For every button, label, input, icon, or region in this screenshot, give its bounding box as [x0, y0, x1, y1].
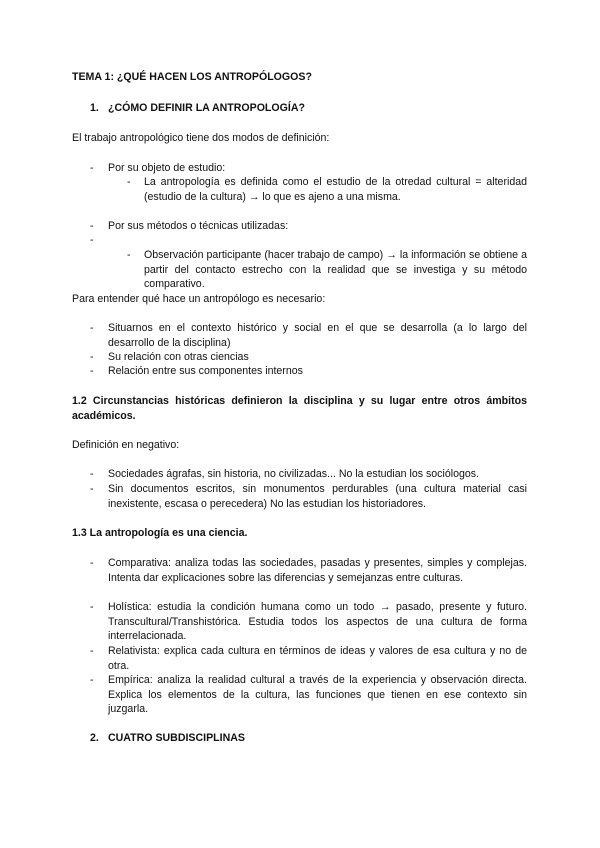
list-item-object: Por su objeto de estudio:	[108, 162, 226, 174]
list-item: Sin documentos escritos, sin monumentos perdurables (una cultura material casi inexistente, escasa o perecedera) No las estudian los historiadores.	[108, 483, 527, 510]
section-2-heading-text: CUATRO SUBDISCIPLINAS	[108, 732, 245, 744]
bullet-dash: -	[90, 674, 94, 686]
bullet-dash: -	[90, 483, 94, 495]
list-subitem-object: La antropología es definida como el estudio de la otredad cultural = alteridad (estudio de la cultura) → lo que es ajeno a una misma.	[144, 176, 527, 203]
list-item: Situarnos en el contexto histórico y social en el que se desarrolla (a lo largo del desarrollo de la disciplina)	[108, 322, 527, 349]
list-item-methods: Por sus métodos o técnicas utilizadas:	[108, 220, 289, 232]
understand-intro: Para entender qué hace un antropólogo es necesario:	[72, 293, 326, 305]
section-2-number: 2.	[90, 732, 99, 744]
bullet-dash: -	[90, 365, 94, 377]
bullet-dash: -	[90, 557, 94, 569]
section-1-2-heading: 1.2 Circunstancias históricas definieron la disciplina y su lugar entre otros ámbitos académicos.	[72, 395, 527, 422]
document-title: TEMA 1: ¿QUÉ HACEN LOS ANTROPÓLOGOS?	[72, 71, 312, 83]
list-item: Relativista: explica cada cultura en términos de ideas y valores de esa cultura y no de otra.	[108, 645, 527, 672]
list-item: Relación entre sus componentes internos	[108, 365, 303, 377]
bullet-dash: -	[90, 234, 94, 246]
bullet-dash: -	[90, 322, 94, 334]
list-item: Holística: estudia la condición humana como un todo → pasado, presente y futuro. Transcultural/Transhistórica. Estudia todos los aspectos de una cultura de forma interrelacionada.	[108, 601, 527, 642]
list-item: Sociedades ágrafas, sin historia, no civilizadas... No la estudian los sociólogos.	[108, 468, 479, 480]
bullet-dash: -	[90, 162, 94, 174]
list-subitem-methods: Observación participante (hacer trabajo de campo) → la información se obtiene a partir del contacto estrecho con la realidad que se investiga y su método comparativo.	[144, 249, 527, 290]
bullet-dash: -	[90, 351, 94, 363]
section-1-number: 1.	[90, 102, 99, 114]
bullet-dash: -	[90, 468, 94, 480]
section-1-3-heading: 1.3 La antropología es una ciencia.	[72, 527, 248, 539]
bullet-dash: -	[90, 601, 94, 613]
bullet-dash: -	[90, 220, 94, 232]
bullet-dash: -	[90, 645, 94, 657]
list-item: Su relación con otras ciencias	[108, 351, 249, 363]
list-item: Comparativa: analiza todas las sociedades, pasadas y presentes, simples y complejas. Intenta dar explicaciones sobre las diferencias y semejanzas entre culturas.	[108, 557, 527, 584]
section-1-heading	[90, 101, 305, 116]
list-item: Empírica: analiza la realidad cultural a través de la experiencia y observación directa. Explica los elementos de la cultura, las funciones que tienen en ese contexto sin juzgarla.	[108, 674, 527, 715]
section-1-2-intro: Definición en negativo:	[72, 439, 180, 451]
bullet-dash: -	[127, 176, 131, 188]
section-1-intro: El trabajo antropológico tiene dos modos de definición:	[72, 132, 330, 144]
section-2-heading	[90, 731, 245, 746]
section-1-heading-text: ¿CÓMO DEFINIR LA ANTROPOLOGÍA?	[108, 102, 305, 114]
bullet-dash: -	[127, 249, 131, 261]
